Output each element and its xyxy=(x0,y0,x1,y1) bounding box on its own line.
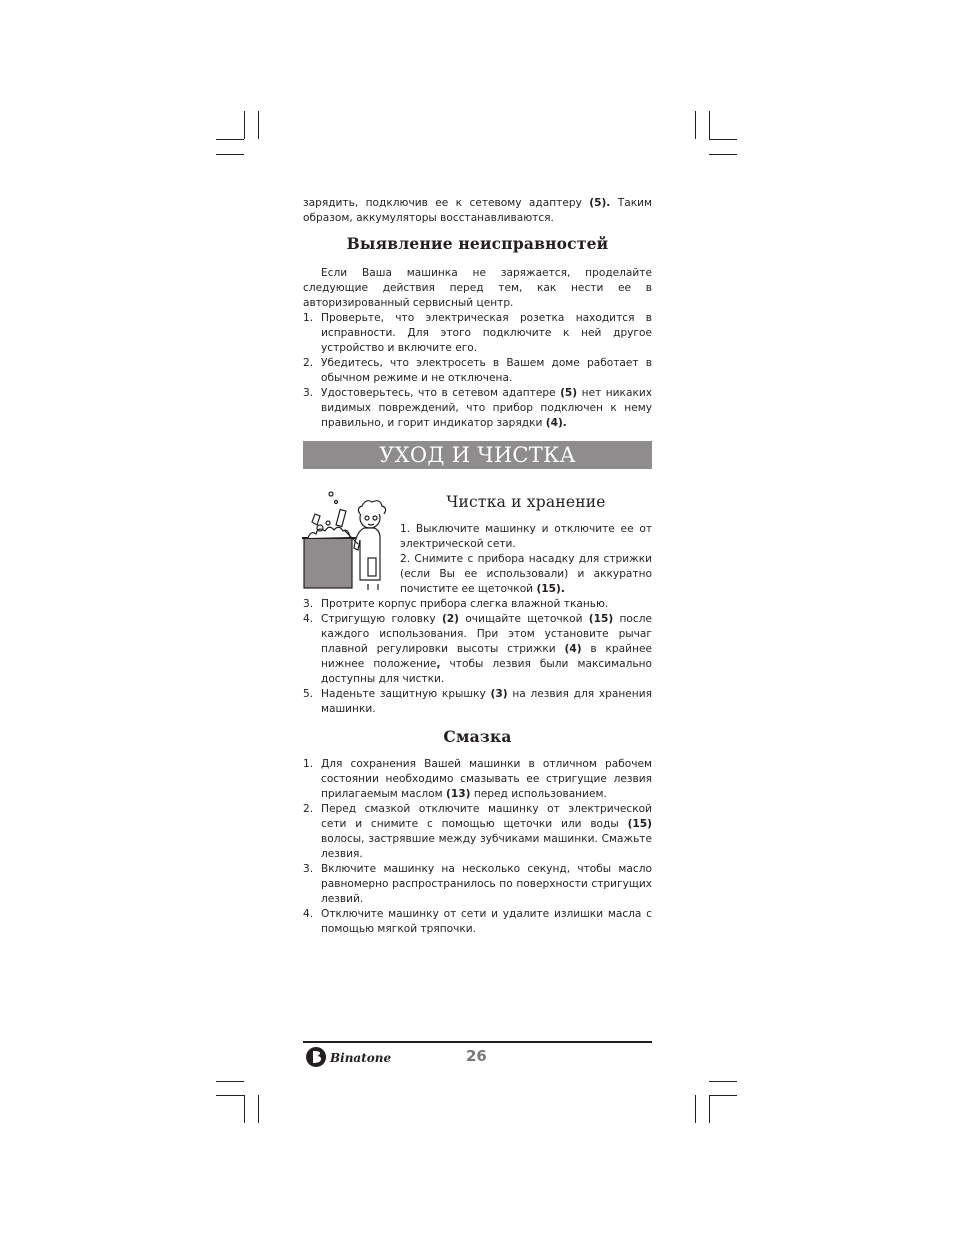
ref-number: (15) xyxy=(588,613,614,625)
crop-mark xyxy=(709,1095,737,1096)
troubleshooting-intro: Если Ваша машинка не заряжается, проделайте следующие действия перед тем, как нести ее в авторизированный сервисный центр. xyxy=(303,267,652,309)
list-number: 2. xyxy=(303,803,314,815)
list-item xyxy=(303,311,652,356)
crop-mark xyxy=(216,154,244,155)
section-banner xyxy=(303,441,652,469)
lubrication-heading: Смазка xyxy=(443,727,512,746)
crop-mark xyxy=(216,1081,244,1082)
list-text xyxy=(321,386,652,431)
crop-mark xyxy=(709,111,710,139)
list-text-part: Удостоверьтесь, что в сетевом адаптере xyxy=(321,387,561,399)
crop-mark xyxy=(709,139,737,140)
list-item xyxy=(303,386,652,431)
list-number: 1. xyxy=(303,312,314,324)
list-text xyxy=(321,612,652,687)
list-text: Убедитесь, что электросеть в Вашем доме работает в обычном режиме и не отключена. xyxy=(321,357,652,384)
list-text-part: волосы, застрявшие между зубчиками машинки. Смажьте лезвия. xyxy=(321,833,652,860)
lubrication-section xyxy=(303,727,652,937)
list-item xyxy=(303,356,652,386)
crop-mark xyxy=(709,1095,710,1123)
banner-title: УХОД И ЧИСТКА xyxy=(379,443,576,467)
ref-number: (5). xyxy=(589,197,611,209)
crop-mark xyxy=(244,111,245,139)
list-item xyxy=(303,802,652,862)
list-number: 1. xyxy=(303,758,314,770)
list-text-part: после каждого использования. При этом установите рычаг плавной регулировки высоты стрижки xyxy=(321,613,652,655)
list-text: Протрите корпус прибора слегка влажной тканью. xyxy=(321,598,609,610)
crop-mark xyxy=(258,1095,259,1123)
list-text-part: очищайте щеточкой xyxy=(459,613,589,625)
ref-number: (2) xyxy=(441,613,460,625)
crop-mark xyxy=(216,1095,244,1096)
list-text-part: Перед смазкой отключите машинку от электрической сети и снимите с помощью щеточки или воды xyxy=(321,803,652,830)
ref-number: (4) xyxy=(564,643,582,655)
list-number: 4. xyxy=(303,908,314,920)
list-text-part: 2. Снимите с прибора насадку для стрижки (если Вы ее использовали) и аккуратно почистите ее щеточкой xyxy=(400,553,652,595)
ref-number: (15) xyxy=(627,818,652,830)
list-number: 2. xyxy=(303,357,314,369)
ref-number: (3) xyxy=(490,688,508,700)
cleaning-item-1: 1. Выключите машинку и отключите ее от электрической сети. xyxy=(400,523,652,550)
bold-comma: , xyxy=(436,658,441,670)
list-item xyxy=(303,757,652,802)
list-text-part: чтобы лезвия были максимально доступны для чистки. xyxy=(321,658,652,685)
intro-text: зарядить, подключив ее к сетевому адаптеру xyxy=(303,197,590,209)
ref-number: (4). xyxy=(545,417,567,429)
list-item xyxy=(303,612,652,687)
list-text xyxy=(321,802,652,862)
list-text: Проверьте, что электрическая розетка находится в исправности. Для этого подключите к ней другое устройство и включите его. xyxy=(321,312,652,354)
crop-mark xyxy=(244,1095,245,1123)
list-number: 4. xyxy=(303,613,314,625)
list-text-part: Наденьте защитную крышку xyxy=(321,688,491,700)
ref-number: (15). xyxy=(536,583,565,595)
list-item xyxy=(303,907,652,937)
crop-mark xyxy=(216,139,244,140)
list-item xyxy=(303,597,652,612)
list-text-part: Стригущую головку xyxy=(321,613,442,625)
crop-mark xyxy=(695,1095,696,1123)
list-item xyxy=(303,687,652,717)
list-text-part: в крайнее нижнее положение xyxy=(321,643,652,670)
brand-name: Binatone xyxy=(330,1051,392,1065)
intro-paragraph xyxy=(303,196,652,226)
list-text xyxy=(321,687,652,717)
crop-mark xyxy=(258,111,259,139)
binatone-logo-icon xyxy=(303,1045,329,1069)
list-text: Включите машинку на несколько секунд, чтобы масло равномерно распространилось по поверхности стригущих лезвий. xyxy=(321,863,652,905)
list-number: 5. xyxy=(303,688,314,700)
list-text-part: Для сохранения Вашей машинки в отличном рабочем состоянии необходимо смазывать ее стригущие лезвия прилагаемым маслом xyxy=(321,758,652,800)
cleaning-heading: Чистка и хранение xyxy=(446,493,606,511)
ref-number: (5) xyxy=(560,387,578,399)
cleaning-items xyxy=(303,597,652,717)
crop-mark xyxy=(709,154,737,155)
list-item xyxy=(303,862,652,907)
list-text-part: перед использованием. xyxy=(470,788,607,800)
list-number: 3. xyxy=(303,863,314,875)
cleaning-items-wrapped xyxy=(400,522,652,597)
cleaning-item-2 xyxy=(400,552,652,597)
cleaning-illustration xyxy=(298,488,398,592)
footer-rule xyxy=(303,1041,652,1043)
troubleshooting-heading: Выявление неисправностей xyxy=(346,234,609,253)
page-number: 26 xyxy=(466,1047,487,1065)
crop-mark xyxy=(709,1081,737,1082)
list-number: 3. xyxy=(303,598,314,610)
crop-mark xyxy=(695,111,696,139)
intro-text: Таким образом, аккумуляторы восстанавливаются. xyxy=(303,197,652,224)
list-text-part: нет никаких видимых повреждений, что прибор подключен к нему правильно, и горит индикатор зарядки xyxy=(321,387,652,429)
list-text-part: на лезвия для хранения машинки. xyxy=(321,688,652,715)
list-number: 3. xyxy=(303,387,314,399)
troubleshooting-section xyxy=(303,234,652,431)
list-text: Отключите машинку от сети и удалите излишки масла с помощью мягкой тряпочки. xyxy=(321,908,652,935)
list-text xyxy=(321,757,652,802)
ref-number: (13) xyxy=(446,788,471,800)
